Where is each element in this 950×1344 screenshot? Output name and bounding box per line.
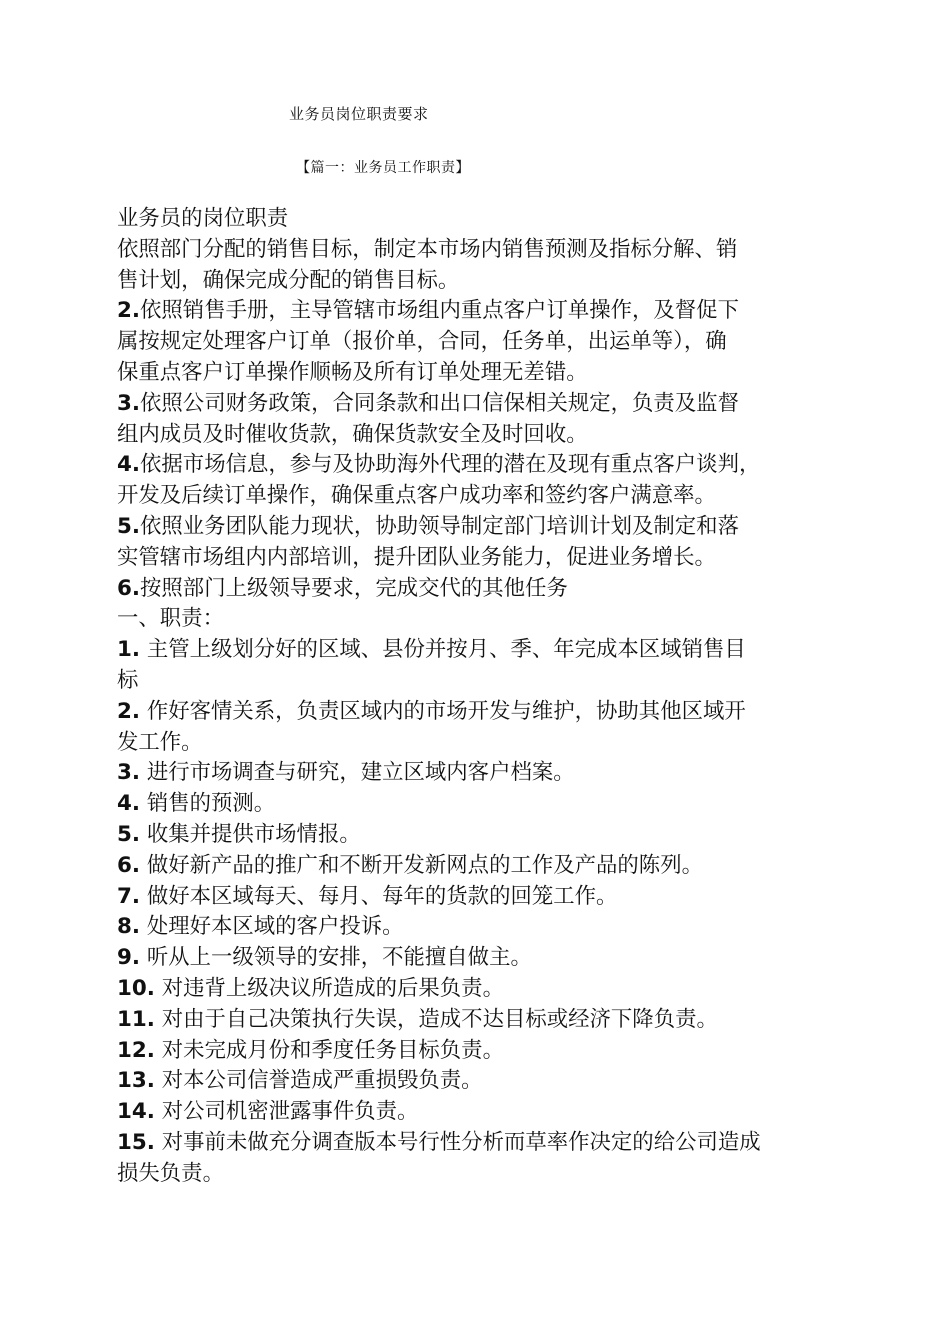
line-text: 对事前未做充分调查版本号行性分析而草率作决定的给公司造成 bbox=[154, 1129, 761, 1155]
line-text: 依照业务团队能力现状，协助领导制定部门培训计划及制定和落 bbox=[140, 513, 739, 539]
text-line bbox=[117, 1097, 842, 1128]
line-text: 收集并提供市场情报。 bbox=[140, 821, 361, 847]
text-line bbox=[117, 481, 842, 512]
item-number: 2. bbox=[117, 698, 141, 724]
line-text: 保重点客户订单操作顺畅及所有订单处理无差错。 bbox=[117, 359, 588, 385]
line-text: 依照公司财务政策，合同条款和出口信保相关规定，负责及监督 bbox=[140, 390, 739, 416]
item-number: 3. bbox=[117, 760, 141, 786]
item-number: 6. bbox=[117, 852, 141, 878]
text-line bbox=[117, 758, 842, 789]
text-line bbox=[117, 820, 842, 851]
line-text: 对本公司信誉造成严重损毁负责。 bbox=[154, 1068, 483, 1094]
item-number: 15. bbox=[117, 1129, 155, 1155]
item-number: 11. bbox=[117, 1006, 155, 1032]
item-number: 3. bbox=[117, 390, 141, 416]
item-number: 2. bbox=[117, 298, 141, 324]
item-number: 1. bbox=[117, 637, 141, 663]
line-text: 损失负责。 bbox=[117, 1160, 224, 1186]
line-text: 一、职责： bbox=[117, 606, 224, 632]
line-text: 处理好本区域的客户投诉。 bbox=[140, 914, 404, 940]
text-line bbox=[117, 512, 842, 543]
text-line bbox=[117, 789, 842, 820]
item-number: 8. bbox=[117, 914, 141, 940]
item-number: 5. bbox=[117, 821, 141, 847]
line-text: 对公司机密泄露事件负责。 bbox=[154, 1099, 419, 1125]
item-number: 14. bbox=[117, 1099, 155, 1125]
line-text: 作好客情关系，负责区域内的市场开发与维护，协助其他区域开 bbox=[140, 698, 746, 724]
body-text bbox=[117, 204, 842, 1190]
text-line bbox=[117, 450, 842, 481]
text-line bbox=[117, 420, 842, 451]
line-text: 对由于自己决策执行失误，造成不达目标或经济下降负责。 bbox=[154, 1006, 718, 1032]
text-line bbox=[117, 266, 842, 297]
text-line bbox=[117, 1036, 842, 1067]
item-number: 4. bbox=[117, 791, 141, 817]
line-text: 实管辖市场组内内部培训，提升团队业务能力，促进业务增长。 bbox=[117, 544, 716, 570]
text-line bbox=[117, 327, 842, 358]
document-title: 业务员岗位职责要求 bbox=[289, 105, 429, 123]
line-text: 销售的预测。 bbox=[140, 791, 276, 817]
text-line bbox=[117, 697, 842, 728]
line-text: 依照部门分配的销售目标，制定本市场内销售预测及指标分解、销 bbox=[117, 236, 738, 262]
line-text: 听从上一级领导的安排，不能擅自做主。 bbox=[140, 945, 532, 971]
line-text: 业务员的岗位职责 bbox=[117, 206, 289, 231]
text-line bbox=[117, 389, 842, 420]
line-text: 开发及后续订单操作，确保重点客户成功率和签约客户满意率。 bbox=[117, 483, 716, 509]
text-line bbox=[117, 604, 842, 635]
text-line bbox=[117, 1128, 842, 1159]
item-number: 7. bbox=[117, 883, 141, 909]
line-text: 依照销售手册，主导管辖市场组内重点客户订单操作，及督促下 bbox=[140, 298, 739, 324]
text-line bbox=[117, 358, 842, 389]
text-line bbox=[117, 882, 842, 913]
item-number: 13. bbox=[117, 1068, 155, 1094]
text-line bbox=[117, 1159, 842, 1190]
line-text: 售计划，确保完成分配的销售目标。 bbox=[117, 267, 460, 293]
line-text: 对未完成月份和季度任务目标负责。 bbox=[154, 1037, 504, 1063]
item-number: 5. bbox=[117, 513, 141, 539]
item-number: 12. bbox=[117, 1037, 155, 1063]
line-text: 属按规定处理客户订单（报价单，合同，任务单，出运单等），确 bbox=[117, 329, 727, 355]
section-heading: 【篇一：业务员工作职责】 bbox=[296, 160, 470, 176]
item-number: 9. bbox=[117, 945, 141, 971]
line-text: 依据市场信息，参与及协助海外代理的潜在及现有重点客户谈判， bbox=[140, 452, 761, 478]
text-line bbox=[117, 851, 842, 882]
line-text: 对违背上级决议所造成的后果负责。 bbox=[154, 975, 504, 1001]
text-line bbox=[117, 728, 842, 759]
text-line bbox=[117, 543, 842, 574]
text-line bbox=[117, 1066, 842, 1097]
text-line bbox=[117, 1005, 842, 1036]
line-text: 做好新产品的推广和不断开发新网点的工作及产品的陈列。 bbox=[140, 852, 703, 878]
text-line bbox=[117, 974, 842, 1005]
text-line bbox=[117, 574, 842, 605]
line-text: 标 bbox=[117, 667, 139, 693]
line-text: 按照部门上级领导要求，完成交代的其他任务 bbox=[140, 575, 568, 601]
item-number: 10. bbox=[117, 975, 155, 1001]
text-line bbox=[117, 204, 842, 235]
line-text: 组内成员及时催收货款，确保货款安全及时回收。 bbox=[117, 421, 588, 447]
text-line bbox=[117, 635, 842, 666]
line-text: 进行市场调查与研究，建立区域内客户档案。 bbox=[140, 760, 575, 786]
line-text: 做好本区域每天、每月、每年的货款的回笼工作。 bbox=[140, 883, 618, 909]
item-number: 4. bbox=[117, 452, 141, 478]
text-line bbox=[117, 943, 842, 974]
line-text: 主管上级划分好的区域、县份并按月、季、年完成本区域销售目 bbox=[140, 637, 746, 663]
text-line bbox=[117, 296, 842, 327]
text-line bbox=[117, 235, 842, 266]
text-line bbox=[117, 912, 842, 943]
item-number: 6. bbox=[117, 575, 141, 601]
line-text: 发工作。 bbox=[117, 729, 203, 755]
text-line bbox=[117, 666, 842, 697]
